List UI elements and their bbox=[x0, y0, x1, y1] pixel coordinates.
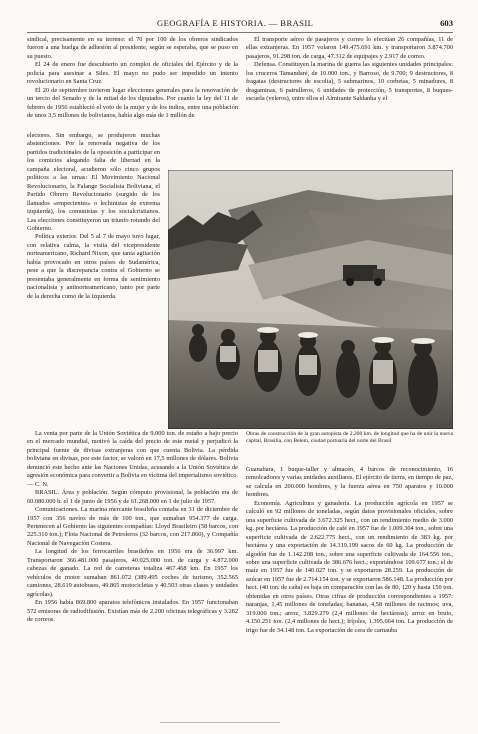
paragraph: El 24 de enero fue descubierto un complot de oficiales del Ejército y de la policía para asesinar a Siles. El mayo no pudo ser impedido un intento revolucionario en Santa Cruz. bbox=[27, 61, 238, 86]
paragraph: Política exterior. Del 5 al 7 de mayo tuvo lugar, con relativa calma, la visita del vicepresidente norteamericano, Richard Nixon, que tanta agitación había provocado en otros países de Sudamérica, pese a que la discrepancia contra el Gobierno se presentaba generalmente en forma de sentimiento nacionalista y antinorteamericano, tanto por parte de la derecha como de la izquierda. bbox=[27, 233, 160, 300]
paragraph: La venta por parte de la Unión Soviética de 9.000 ton. de estaño a bajo precio en el mercado mundial, motivó la caída del precio de este metal y perjudicó la principal fuente de divisas extranjeras con que cuenta Bolivia. La pérdida boliviana en divisas, por este factor, se valoró en 17,5 millones de dólares. Bolivia denunció este hecho ante las Naciones Unidas, acusando a la Unión Soviética de agresión económica para convertir a Bolivia en víctima del imperialismo soviético. — C. N. bbox=[27, 430, 238, 488]
paragraph: Comunicaciones. La marina mercante brasileña contaba en 31 de diciembre de 1957 con 356 navíos de más de 100 ton., que sumaban 954.377 de carga. Pertenecen al Gobierno las siguientes compañías: Lloyd Brasileiro (58 barcos, con 225.310 ton.); Flota Nacional de Petroleros (32 barcos, con 217.860), y Compañía Nacional de Navegación Costera. bbox=[27, 506, 238, 547]
paragraph: En 1956 había 869.800 aparatos telefónicos instalados. En 1957 funcionaban 572 emisoras de radiodifusión. Existían más de 2.200 oficinas telegráficas y 3.282 de correos. bbox=[27, 599, 238, 623]
footer-rule bbox=[160, 722, 280, 723]
section-heading-brasil: BRASIL. Área y población. Según cómputo provisional, la población era de 60.080.000 h. el 1 de junio de 1956 y de 61.268.000 en 1 de julio de 1957. bbox=[27, 489, 238, 505]
paragraph: sindical, precisamente en su terreno: el 70 por 100 de los obreros sindicados fueron a una huelga de adhesión al presidente, según se esperaba, que se puso en su puesto. bbox=[27, 36, 238, 60]
running-header bbox=[27, 18, 453, 33]
paragraph: Defensa. Constituyen la marina de guerra las siguientes unidades principales: los cruceros Tamandaré, de 10.000 ton., y Barroso, de 9.700; 9 destructores, 8 fragatas (destructores de escolta), 5 submarinos, 10 corbetas, 5 minadores, 8 dragaminas, 6 patrulleros, 6 unidades de protección, 5 transportes, 8 buques-escuela (veleros), entre ellos el Almirante Saldanha y el bbox=[246, 61, 453, 103]
left-column-top bbox=[27, 36, 238, 132]
left-column-narrow bbox=[27, 132, 160, 430]
right-column-bottom bbox=[246, 466, 453, 715]
page-number: 603 bbox=[440, 18, 453, 28]
left-column-bottom bbox=[27, 430, 238, 715]
photo-caption: Obras de construcción de la gran autopista de 2.200 km. de longitud que ha de unir la nueva capital, Brasilia, con Belem, ciudad portuaria del norte del Brasil bbox=[246, 431, 453, 445]
right-column-top bbox=[246, 36, 453, 168]
running-title: GEOGRAFÍA E HISTORIA. — BRASIL bbox=[157, 18, 314, 28]
paragraph: Economía. Agricultura y ganadería. La producción agrícola en 1957 se calculó en 92 millones de toneladas, según datos provisionales oficiales, sobre una superficie cultivada de 3.672.325 hect., con un rendimiento medio de 3.000 kg. por hectárea. La producción de café en 1957 fue de 1.009.304 ton., sobre una superficie cultivada de 2.622.775 hect., con un rendimiento de 383 kg. por hectárea y una exportación de 14.319.199 sacos de 60 kg. La producción de algodón fue de 1.142.208 ton., sobre una superficie cultivada de 164.556 ton., sobre una superficie cultivada de 386.676 hect.; exportándose 109.677 ton.; el de maíz en 1957 fue de 140.027 ton. y se exportaron 28.259. La producción de azúcar en 1957 fue de 2.714.154 ton. y se exportaron 586.148. La producción por hect. (40 ton. de caña) es baja en comparación con las de 80, 120 y hasta 150 ton. obtenidas en otros países. Otras cifras de producción correspondientes a 1957: naranjas, 1,45 millones de toneladas; bananas, 4,58 millones de racimos; uva, 319.000 ton.; arroz, 3.829.279 (2,4 millones de hectáreas); arroz en bruto, 4.150.251 ton. (2,4 millones de hect.); fríjoles, 1.395.664 ton. La producción de trigo fue de 34.148 ton. La exportación de cera de carnauba bbox=[246, 499, 453, 634]
paragraph: El 20 de septiembre tuvieron lugar elecciones generales para la renovación de un tercio del Senado y de la mitad de los diputados. Por cuanto la ley del 11 de febrero de 1956 estableció el voto de la mujer y de los indios, entre una población de unos 3,5 millones de bolivianos, había algo más de 1 millón de bbox=[27, 86, 238, 120]
paragraph: Guanabara, 1 buque-taller y almacén, 4 barcos de reconocimiento, 16 remolcadores y varias unidades auxiliares. El ejército de tierra, en tiempo de paz, se calcula en 200.000 hombres, y la fuerza aérea en 750 aparatos y 10.000 hombres. bbox=[246, 466, 453, 499]
paragraph: electores. Sin embargo, se produjeron muchas abstenciones. Por la renovada negativa de los partidos tradicionales de la oposición a participar en los comicios alegando falta de libertad en la campaña electoral, acudieron sólo cinco grupos políticos a las urnas: El Movimiento Nacional Revolucionario, la Falange Socialista Boliviana, el Partido Obrero Revolucionario (surgido de los llamados «empecientes» o lechinistas de extrema izquierda), los comunistas y los socialcristianos. Las elecciones constituyeron un triunfo rotundo del Gobierno. bbox=[27, 132, 160, 232]
photo-frame bbox=[168, 170, 453, 429]
highway-construction-photo bbox=[168, 170, 453, 429]
paragraph: El transporte aéreo de pasajeros y correo lo efectúan 26 compañías, 11 de ellas extranjeras. En 1957 volaron 149.475.691 km. y transportaron 3.874.700 pasajeros, 91.298 ton. de carga, 47.312 de equipajes y 2.917 de correo. bbox=[246, 36, 453, 60]
paragraph: La longitud de los ferrocarriles brasileños en 1956 era de 36.997 km. Transportaron 366.481.000 pasajeros, 40.025.000 ton. de carga y 4.872.000 cabezas de ganado. La red de carreteras totaliza 467.468 km. En 1957 los vehículos de motor sumaban 861.072 (389.495 coches de turismo, 352.565 camiones, 28.619 autobuses, 49.865 motocicletas y 40.503 otras clases y unidades agrícolas). bbox=[27, 548, 238, 598]
